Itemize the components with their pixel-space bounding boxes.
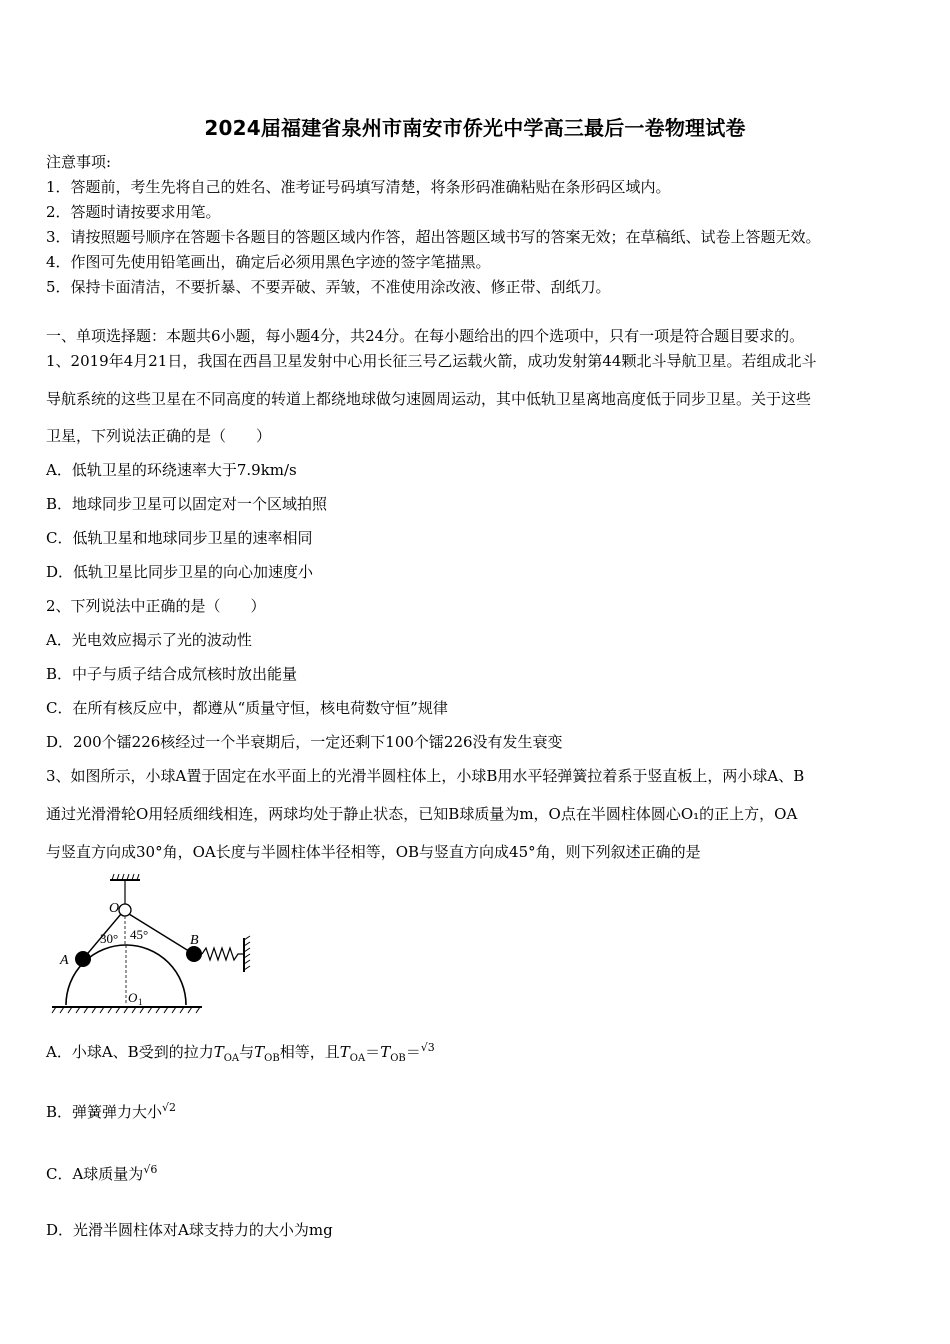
q3-option-a-prefix: A．小球A、B受到的拉力: [46, 1043, 214, 1061]
q3-option-a: [46, 1042, 435, 1064]
spring: [202, 948, 244, 960]
ball-b: [186, 946, 202, 962]
label-o1: O: [128, 990, 138, 1005]
q3-diagram: [48, 870, 268, 1020]
q2-option-b: B．中子与质子结合成氘核时放出能量: [46, 665, 298, 683]
q3-option-d: D．光滑半圆柱体对A球支持力的大小为mg: [46, 1221, 333, 1239]
q3-option-b-prefix: B．弹簧弹力大小: [46, 1103, 163, 1121]
section-heading: 一、单项选择题：本题共6小题，每小题4分，共24分。在每小题给出的四个选项中，只有一项是符合题目要求的。: [46, 327, 805, 345]
q1-stem-line-2: 导航系统的这些卫星在不同高度的转道上都绕地球做匀速圆周运动，其中低轨卫星离地高度低于同步卫星。关于这些: [46, 390, 812, 408]
q3-option-a-eq1: ＝: [365, 1043, 381, 1061]
notice-item-3: 3．请按照题号顺序在答题卡各题目的答题区域内作答，超出答题区域书写的答案无效；在草稿纸、试卷上答题无效。: [46, 228, 821, 246]
ball-a: [75, 951, 91, 967]
q3-option-a-t4: T: [380, 1043, 391, 1061]
q1-option-a: A．低轨卫星的环绕速率大于7.9km/s: [46, 461, 297, 479]
q2-option-a: A．光电效应揭示了光的波动性: [46, 631, 252, 649]
q1-stem-line-1: 1、2019年4月21日，我国在西昌卫星发射中心用长征三号乙运载火箭，成功发射第44颗北斗导航卫星。若组成北斗: [46, 352, 817, 370]
label-angle-45: 45°: [130, 927, 149, 942]
q3-option-a-t2-sub: OB: [264, 1053, 280, 1064]
q3-option-a-mid2: 相等，且: [279, 1043, 340, 1061]
q2-option-d: D．200个镭226核经过一个半衰期后，一定还剩下100个镭226没有发生衰变: [46, 733, 563, 751]
q1-option-b: B．地球同步卫星可以固定对一个区域拍照: [46, 495, 328, 513]
q3-option-a-t2: T: [254, 1043, 265, 1061]
wall: [244, 936, 250, 972]
q3-option-b-formula: √2: [162, 1101, 177, 1114]
q1-option-c: C．低轨卫星和地球同步卫星的速率相同: [46, 529, 313, 547]
q3-option-a-t3: T: [339, 1043, 350, 1061]
label-o: O: [109, 901, 120, 916]
q3-option-a-formula: √3: [420, 1041, 435, 1054]
q3-option-c-prefix: C．A球质量为: [46, 1165, 144, 1183]
q3-option-a-t1: T: [213, 1043, 224, 1061]
q3-stem-line-1: 3、如图所示，小球A置于固定在水平面上的光滑半圆柱体上，小球B用水平轻弹簧拉着系于竖直板上，两小球A、B: [46, 767, 805, 785]
label-o1-sub: 1: [138, 997, 143, 1007]
label-b: B: [190, 933, 199, 948]
page-title: 2024届福建省泉州市南安市侨光中学高三最后一卷物理试卷: [204, 116, 746, 140]
label-angle-30: 30°: [100, 931, 119, 946]
q3-option-c-formula: √6: [143, 1163, 158, 1176]
q1-stem-line-3: 卫星，下列说法正确的是（ ）: [46, 427, 272, 445]
q3-option-a-eq2: ＝: [405, 1043, 421, 1061]
notice-item-1: 1．答题前，考生先将自己的姓名、准考证号码填写清楚，将条形码准确粘贴在条形码区域内。: [46, 178, 671, 196]
ceiling-mount: [110, 874, 140, 904]
q2-stem: 2、下列说法中正确的是（ ）: [46, 597, 266, 615]
q3-option-b: [46, 1102, 176, 1122]
q3-stem-line-2: 通过光滑滑轮O用轻质细线相连，两球均处于静止状态，已知B球质量为m，O点在半圆柱体圆心O₁的正上方，OA: [46, 805, 798, 823]
q3-stem-line-3: 与竖直方向成30°角，OA长度与半圆柱体半径相等，OB与竖直方向成45°角，则下列叙述正确的是: [46, 843, 701, 861]
q3-option-a-mid: 与: [239, 1043, 255, 1061]
notice-heading: 注意事项:: [46, 153, 112, 171]
q3-option-a-t1-sub: OA: [223, 1053, 240, 1064]
notice-item-4: 4．作图可先使用铅笔画出，确定后必须用黑色字迹的签字笔描黑。: [46, 253, 491, 271]
label-a: A: [60, 953, 69, 968]
notice-item-2: 2．答题时请按要求用笔。: [46, 203, 221, 221]
notice-item-5: 5．保持卡面清洁，不要折暴、不要弄破、弄皱，不准使用涂改液、修正带、刮纸刀。: [46, 278, 611, 296]
q1-option-d: D．低轨卫星比同步卫星的向心加速度小: [46, 563, 314, 581]
q3-option-c: [46, 1164, 157, 1184]
q3-option-a-t4-sub: OB: [390, 1053, 406, 1064]
q2-option-c: C．在所有核反应中，都遵从“质量守恒，核电荷数守恒”规律: [46, 699, 448, 717]
q3-option-a-t3-sub: OA: [349, 1053, 366, 1064]
ground: [52, 1007, 202, 1013]
